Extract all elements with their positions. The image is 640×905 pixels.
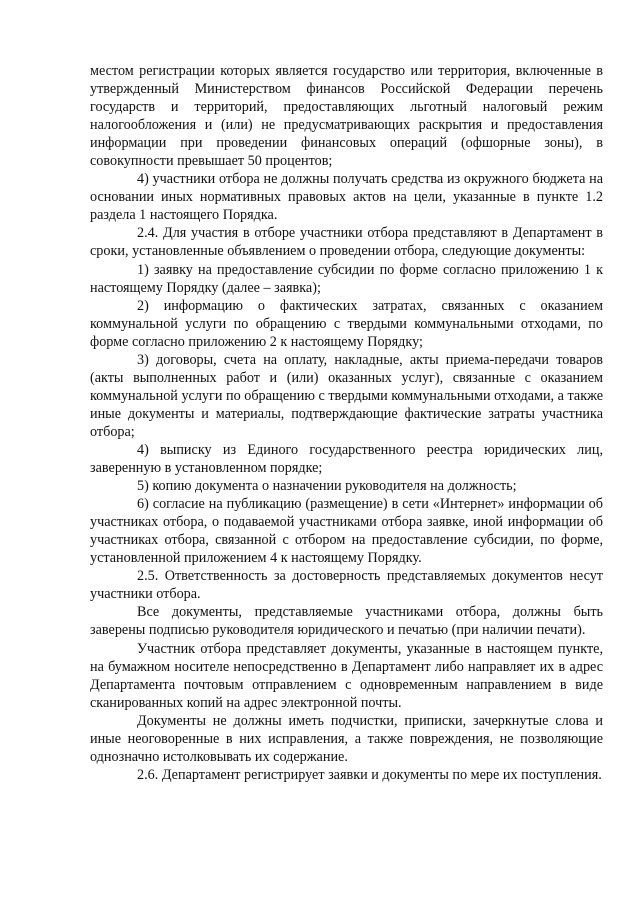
paragraph-doc-3-contracts: 3) договоры, счета на оплату, накладные, акты приема-передачи товаров (акты выполненных работ и (или) оказанных услуг), связанные с оказанием коммунальной услуги по обращению с твердыми коммунальными отходами, а также иные документы и материалы, подтверждающие фактические затраты участника отбора;	[90, 351, 603, 440]
paragraph-doc-4-registry-extract: 4) выписку из Единого государственного реестра юридических лиц, заверенную в установленном порядке;	[90, 441, 603, 477]
paragraph-doc-1-application: 1) заявку на предоставление субсидии по форме согласно приложению 1 к настоящему Порядку (далее – заявка);	[90, 261, 603, 296]
paragraph-2-5: 2.5. Ответственность за достоверность представляемых документов несут участники отбора.	[90, 568, 603, 603]
paragraph-certification: Все документы, представляемые участниками отбора, должны быть заверены подписью руководителя юридического и печатью (при наличии печати).	[90, 604, 603, 639]
document-page	[90, 62, 603, 784]
paragraph-2-6: 2.6. Департамент регистрирует заявки и документы по мере их поступления.	[137, 766, 602, 783]
paragraph-offshore-criteria: местом регистрации которых является государство или территория, включенные в утвержденный Министерством финансов Российской Федерации перечень государств и территорий, предоставляющих льготный налоговый режим налогообложения и (или) не предусматривающих раскрытия и предоставления информации при проведении финансовых операций (офшорные зоны), в совокупности превышает 50 процентов;	[90, 63, 603, 170]
paragraph-submission: Участник отбора представляет документы, указанные в настоящем пункте, на бумажном носителе непосредственно в Департамент либо направляет их в адрес Департамента почтовым отправлением с одновременным направлением в виде сканированных копий на адрес электронной почты.	[90, 640, 603, 711]
paragraph-no-corrections: Документы не должны иметь подчистки, приписки, зачеркнутые слова и иные неоговоренные в них исправления, а также повреждения, не позволяющие однозначно истолковывать их содержание.	[90, 712, 603, 765]
paragraph-doc-5-appointment: 5) копию документа о назначении руководителя на должность;	[137, 478, 517, 495]
paragraph-doc-6-consent: 6) согласие на публикацию (размещение) в сети «Интернет» информации об участниках отбора, о подаваемой участниками отбора заявке, иной информации об участниках отбора, связанной с отбором на предоставление субсидии, по форме, установленной приложением 4 к настоящему Порядку.	[90, 496, 603, 567]
paragraph-item-4-budget: 4) участники отбора не должны получать средства из окружного бюджета на основании иных нормативных правовых актов на цели, указанные в пункте 1.2 раздела 1 настоящего Порядка.	[90, 171, 603, 224]
paragraph-doc-2-costs: 2) информацию о фактических затратах, связанных с оказанием коммунальной услуги по обращению с твердыми коммунальными отходами, по форме согласно приложению 2 к настоящему Порядку;	[90, 297, 603, 350]
paragraph-2-4: 2.4. Для участия в отборе участники отбора представляют в Департамент в сроки, установленные объявлением о проведении отбора, следующие документы:	[90, 225, 603, 260]
